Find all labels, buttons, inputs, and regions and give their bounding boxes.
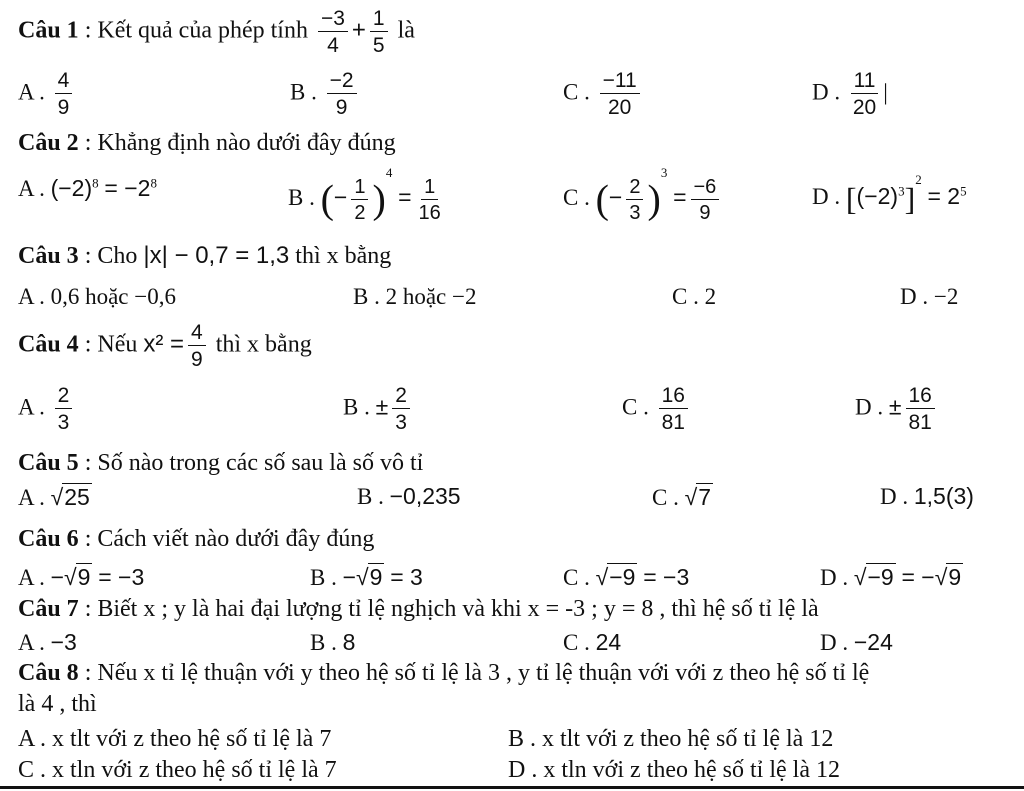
q6-option-d: D . √−9 = −√9	[820, 564, 962, 590]
bottom-divider	[0, 786, 1024, 789]
q1-option-c: C . $\frac{-11}{20}$	[563, 70, 644, 118]
q5-option-b: B . −0,235	[357, 483, 461, 509]
q6-option-a: A . −√9 = −3	[18, 564, 145, 590]
q1-option-d: D . $\frac{11}{20}$ |	[812, 69, 888, 119]
q6-label: Câu 6	[18, 526, 79, 552]
question-8-line2	[18, 691, 97, 718]
q8-option-d: D . x tln với z theo hệ số tỉ lệ là 12	[508, 757, 840, 783]
q3-option-d: D . −2	[900, 284, 959, 309]
q8-option-b: B . x tlt với z theo hệ số tỉ lệ là 12	[508, 726, 834, 752]
q4-label: Câu 4	[18, 331, 79, 358]
q2-option-c: C . (− $\frac{2}{3}$ )$^3$ = $\frac{-6}{9}$	[563, 165, 723, 223]
q1-frac-b: $\frac{1}{5}$	[370, 8, 388, 56]
q1-op: +	[351, 16, 366, 44]
q5-label: Câu 5	[18, 450, 79, 476]
question-2	[18, 130, 396, 157]
q8-text: : Nếu x tỉ lệ thuận với y theo hệ số tỉ lệ là 3 , y tỉ lệ thuận với với z theo hệ số tỉ lệ	[84, 660, 870, 686]
q5-option-d: D . 1,5(3)	[880, 483, 974, 509]
question-6	[18, 526, 374, 553]
q4-frac: $\frac{4}{9}$	[188, 322, 206, 370]
q8-option-a: A . x tlt với z theo hệ số tỉ lệ là 7	[18, 726, 332, 752]
q4-option-c: C . $\frac{16}{81}$	[622, 385, 692, 433]
q8-option-c: C . x tln với z theo hệ số tỉ lệ là 7	[18, 757, 337, 783]
q7-option-c: C . 24	[563, 629, 622, 655]
q3-expr: |x| − 0,7 = 1,3	[143, 242, 290, 269]
q8-text2: là 4 , thì	[18, 691, 97, 717]
q4-lhs: x² =	[143, 330, 185, 358]
q7-option-d: D . −24	[820, 629, 893, 655]
question-5	[18, 450, 423, 477]
question-1	[18, 8, 415, 56]
q1-option-b: B . $\frac{-2}{9}$	[290, 70, 361, 118]
q4-text: : Nếu	[84, 331, 138, 358]
question-3	[18, 242, 391, 270]
q2-label: Câu 2	[18, 130, 79, 156]
q4-tail: thì x bằng	[215, 331, 312, 358]
q4-option-d: D . ± $\frac{16}{81}$	[855, 385, 939, 433]
question-4	[18, 322, 312, 370]
q7-label: Câu 7	[18, 596, 79, 622]
q4-option-a: A . $\frac{2}{3}$	[18, 385, 76, 433]
q2-text: : Khẳng định nào dưới đây đúng	[84, 130, 396, 156]
q6-option-b: B . −√9 = 3	[310, 564, 423, 590]
q8-label: Câu 8	[18, 660, 79, 686]
q2-option-a: A . $(-2)^8 = -2^8$	[18, 175, 157, 201]
q5-option-a: A . √25	[18, 484, 90, 510]
q6-text: : Cách viết nào dưới đây đúng	[84, 526, 375, 552]
q1-option-a: A . $\frac{4}{9}$	[18, 70, 76, 118]
q3-option-a: A . 0,6 hoặc −0,6	[18, 284, 176, 309]
q7-text: : Biết x ; y là hai đại lượng tỉ lệ nghịch và khi x = -3 ; y = 8 , thì hệ số tỉ lệ là	[84, 596, 819, 622]
q4-option-b: B . ± $\frac{2}{3}$	[343, 385, 414, 433]
q1-tail: là	[397, 17, 415, 44]
q3-label: Câu 3	[18, 243, 79, 269]
q6-option-c: C . √−9 = −3	[563, 564, 690, 590]
q3-option-b: B . 2 hoặc −2	[353, 284, 477, 309]
q7-option-b: B . 8	[310, 629, 356, 655]
q2-option-d: D . $[(-2)^3]^2 = 2^5$	[812, 172, 967, 217]
q5-text: : Số nào trong các số sau là số vô tỉ	[84, 450, 424, 476]
q2-option-b: B . (− $\frac{1}{2}$ )$^4$ = $\frac{1}{16}$	[288, 165, 441, 224]
q7-option-a: A . −3	[18, 629, 77, 655]
question-8	[18, 660, 869, 687]
q3-tail: thì x bằng	[295, 243, 392, 269]
q1-text: : Kết quả của phép tính	[84, 17, 308, 44]
q5-option-c: C . √7	[652, 484, 712, 510]
q1-label: Câu 1	[18, 17, 79, 44]
q3-text: : Cho	[84, 243, 138, 269]
q1-frac-a: $\frac{-3}{4}$	[318, 8, 348, 56]
question-7	[18, 596, 819, 623]
q3-option-c: C . 2	[672, 284, 717, 309]
